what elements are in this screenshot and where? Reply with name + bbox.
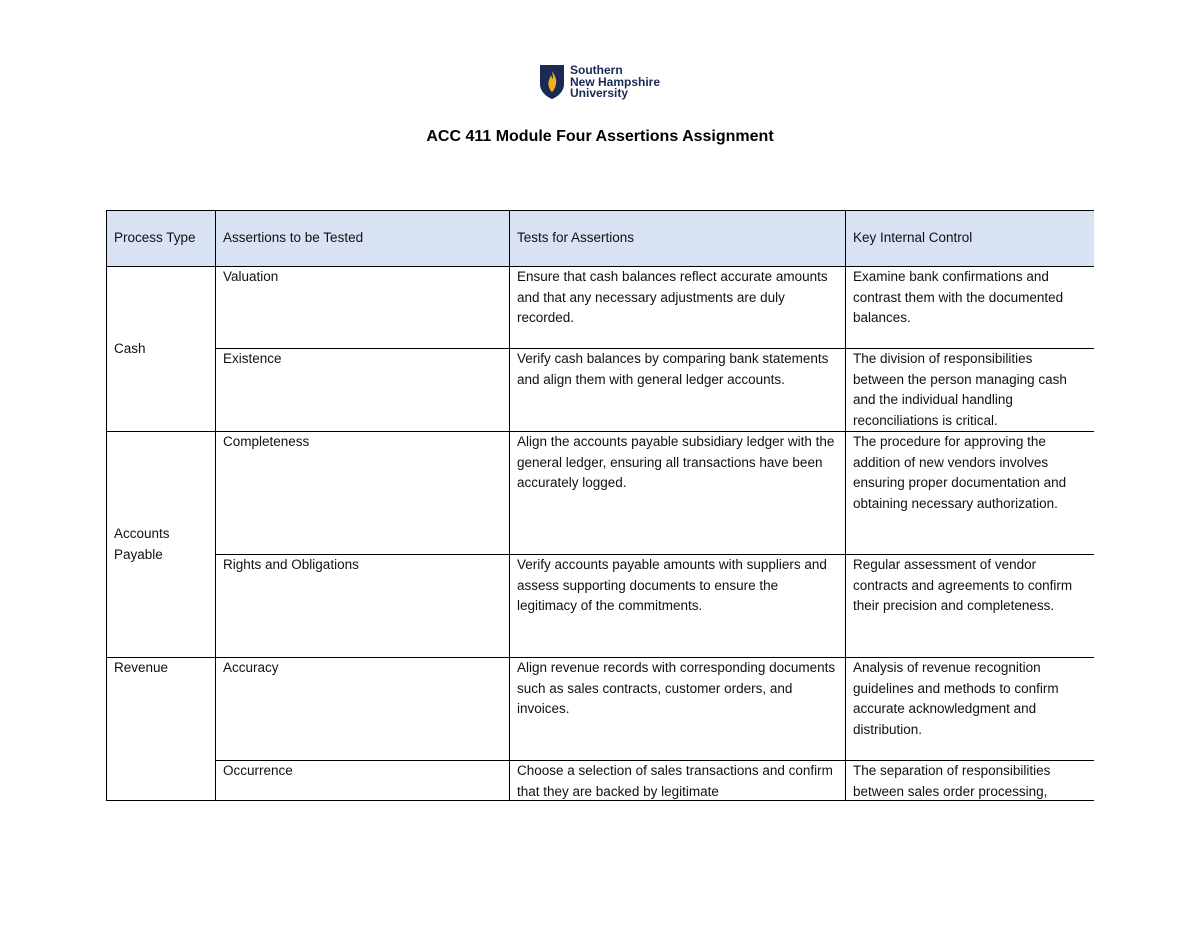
test-cell: Align the accounts payable subsidiary ledger with the general ledger, ensuring all transactions have been accurately logged.	[510, 432, 846, 555]
table-row	[107, 555, 1095, 658]
assertions-table-container	[106, 210, 1094, 801]
process-type-cell: Cash	[107, 267, 216, 432]
assertion-cell: Rights and Obligations	[216, 555, 510, 658]
table-row	[107, 432, 1095, 555]
header-process-type: Process Type	[107, 211, 216, 267]
control-cell: The division of responsibilities between the person managing cash and the individual handling reconciliations is critical.	[846, 349, 1095, 432]
control-cell: The separation of responsibilities between sales order processing,	[846, 761, 1095, 802]
test-cell: Ensure that cash balances reflect accurate amounts and that any necessary adjustments are duly recorded.	[510, 267, 846, 349]
assertion-cell: Completeness	[216, 432, 510, 555]
table-row	[107, 267, 1095, 349]
header-tests: Tests for Assertions	[510, 211, 846, 267]
control-cell: Analysis of revenue recognition guidelines and methods to confirm accurate acknowledgment and distribution.	[846, 658, 1095, 761]
assertion-cell: Accuracy	[216, 658, 510, 761]
snhu-logo	[539, 64, 660, 100]
table-row	[107, 658, 1095, 761]
assertion-cell: Valuation	[216, 267, 510, 349]
control-cell: The procedure for approving the addition of new vendors involves ensuring proper documentation and obtaining necessary authorization.	[846, 432, 1095, 555]
test-cell: Verify accounts payable amounts with suppliers and assess supporting documents to ensure the legitimacy of the commitments.	[510, 555, 846, 658]
logo-wordmark	[570, 65, 660, 100]
shield-flame-icon	[539, 64, 565, 100]
control-cell: Examine bank confirmations and contrast them with the documented balances.	[846, 267, 1095, 349]
document-title: ACC 411 Module Four Assertions Assignment	[426, 128, 774, 145]
assertion-cell: Existence	[216, 349, 510, 432]
assertion-cell: Occurrence	[216, 761, 510, 802]
table-row	[107, 349, 1095, 432]
logo-line-2: New Hampshire	[570, 74, 661, 89]
test-cell: Verify cash balances by comparing bank statements and align them with general ledger accounts.	[510, 349, 846, 432]
table-header-row	[107, 211, 1095, 267]
test-cell: Align revenue records with corresponding documents such as sales contracts, customer orders, and invoices.	[510, 658, 846, 761]
logo-line-1: Southern	[570, 63, 623, 77]
table-row	[107, 761, 1095, 802]
header-assertions: Assertions to be Tested	[216, 211, 510, 267]
header-key-control: Key Internal Control	[846, 211, 1095, 267]
assertions-table	[106, 210, 1094, 801]
process-type-cell: Accounts Payable	[107, 432, 216, 658]
control-cell: Regular assessment of vendor contracts and agreements to confirm their precision and completeness.	[846, 555, 1095, 658]
logo-line-3: University	[570, 86, 629, 100]
process-type-cell: Revenue	[107, 658, 216, 802]
test-cell: Choose a selection of sales transactions and confirm that they are backed by legitimate	[510, 761, 846, 802]
